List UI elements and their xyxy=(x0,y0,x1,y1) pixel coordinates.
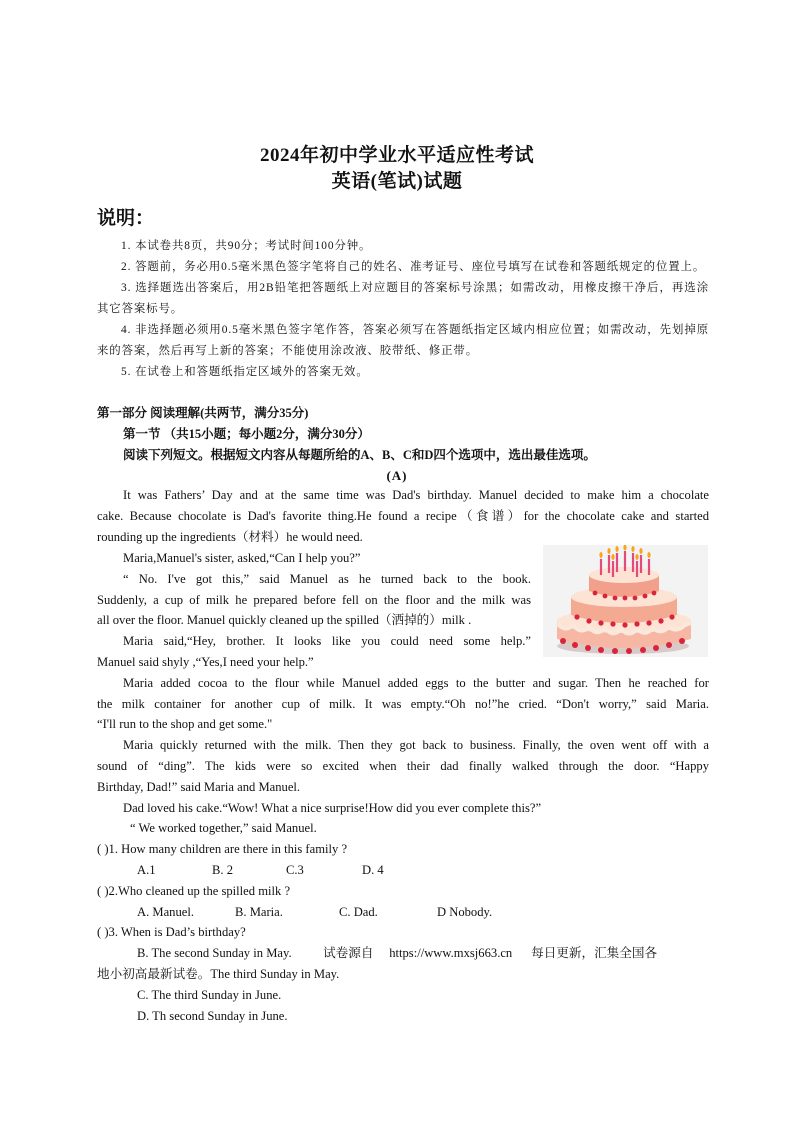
question-2-option-d: D Nobody. xyxy=(437,905,493,919)
instruction-item: 3. 选择题选出答案后，用2B铅笔把答题纸上对应题目的答案标号涂黑；如需改动，用橡皮擦干净后，再选涂其它答案标号。 xyxy=(97,282,709,315)
question-2-option-c: C. Dad. xyxy=(339,905,378,919)
passage-line: cake. Because chocolate is Dad's favorite thing.He found a recipe（食谱）for the chocolate cake and started xyxy=(97,509,709,523)
passage-line: rounding up the ingredients（材料）he would need. xyxy=(97,530,363,544)
question-3-option-d: D. Th second Sunday in June. xyxy=(137,1009,288,1023)
question-2-option-a: A. Manuel. xyxy=(137,905,195,919)
passage-line: Maria added cocoa to the flour while Manuel added eggs to the butter and sugar. Then he reached for xyxy=(123,676,709,690)
passage-line: Maria said,“Hey, brother. It looks like you could need some help.” xyxy=(123,634,531,648)
question-1-option-c: C.3 xyxy=(286,863,304,877)
question-2-option-b: B. Maria. xyxy=(235,905,283,919)
instruction-item: 5. 在试卷上和答题纸指定区域外的答案无效。 xyxy=(121,366,369,378)
question-1-option-a: A.1 xyxy=(137,863,156,877)
passage-line: Manuel said shyly ,“Yes,I need your help.” xyxy=(97,655,314,669)
passage-line: “ We worked together,” said Manuel. xyxy=(130,821,317,835)
passage-line: “ No. I've got this,” said Manuel as he turned back to the book. xyxy=(123,572,531,586)
instructions-heading: 说明： xyxy=(97,208,155,229)
birthday-cake-image xyxy=(543,545,708,657)
instruction-item: 4. 非选择题必须用0.5毫米黑色签字笔作答，答案必须写在答题纸指定区域内相应位置；如需改动，先划掉原来的答案，然后再写上新的答案；不能使用涂改液、胶带纸、修正带。 xyxy=(97,324,709,357)
section-title: 第一节 （共15小题；每小题2分，满分30分） xyxy=(123,427,370,441)
passage-line: the milk container for another cup of milk. It was empty.“Oh no!”he cried. “Don't worry,” said Maria. xyxy=(97,697,709,711)
passage-label: (A) xyxy=(386,468,408,483)
instructions-list xyxy=(97,236,709,383)
passage-line: Maria,Manuel's sister, asked,“Can I help you?” xyxy=(123,551,361,565)
passage-line: It was Fathers’ Day and at the same time was Dad's birthday. Manuel decided to make him a chocolate xyxy=(123,488,709,502)
question-3-stem: ( )3. When is Dad’s birthday? xyxy=(97,925,246,939)
question-1-stem: ( )1. How many children are there in this family ? xyxy=(97,842,348,856)
exam-title: 2024年初中学业水平适应性考试 xyxy=(259,145,534,166)
passage-line: Maria quickly returned with the milk. Then they got back to business. Finally, the oven went off with a xyxy=(123,738,709,752)
passage-line: Suddenly, a cup of milk he prepared before fell on the floor and the milk was xyxy=(97,593,531,607)
question-2-stem: ( )2.Who cleaned up the spilled milk ? xyxy=(97,884,291,898)
question-1-option-b: B. 2 xyxy=(212,863,233,877)
passage-line: Dad loved his cake.“Wow! What a nice surprise!How did you ever complete this?” xyxy=(123,801,542,815)
instruction-item: 2. 答题前，务必用0.5毫米黑色签字笔将自己的姓名、准考证号、座位号填写在试卷和答题纸规定的位置上。 xyxy=(121,261,706,273)
passage-line: “I'll run to the shop and get some." xyxy=(97,717,273,731)
question-3-option-c: C. The third Sunday in June. xyxy=(137,988,282,1002)
passage-line: Birthday, Dad!” said Maria and Manuel. xyxy=(97,780,301,794)
exam-subtitle: 英语(笔试)试题 xyxy=(331,171,463,192)
instruction-item: 1. 本试卷共8页，共90分；考试时间100分钟。 xyxy=(121,240,372,252)
part-title: 第一部分 阅读理解(共两节，满分35分) xyxy=(97,406,309,420)
passage-line: sound of “ding”. The kids were so excited when their dad finally walked through the door. “Happy xyxy=(97,759,709,773)
reading-directions: 阅读下列短文。根据短文内容从每题所给的A、B、C和D四个选项中，选出最佳选项。 xyxy=(123,448,596,462)
question-3-option-b-cont: 地小初高最新试卷。The third Sunday in May. xyxy=(97,967,340,981)
question-1-option-d: D. 4 xyxy=(362,863,384,877)
passage-line: all over the floor. Manuel quickly cleaned up the spilled（洒掉的）milk . xyxy=(97,613,472,627)
question-3-option-b: B. The second Sunday in May. 试卷源自 https://www.mxsj663.cn 每日更新，汇集全国各 xyxy=(137,946,658,960)
